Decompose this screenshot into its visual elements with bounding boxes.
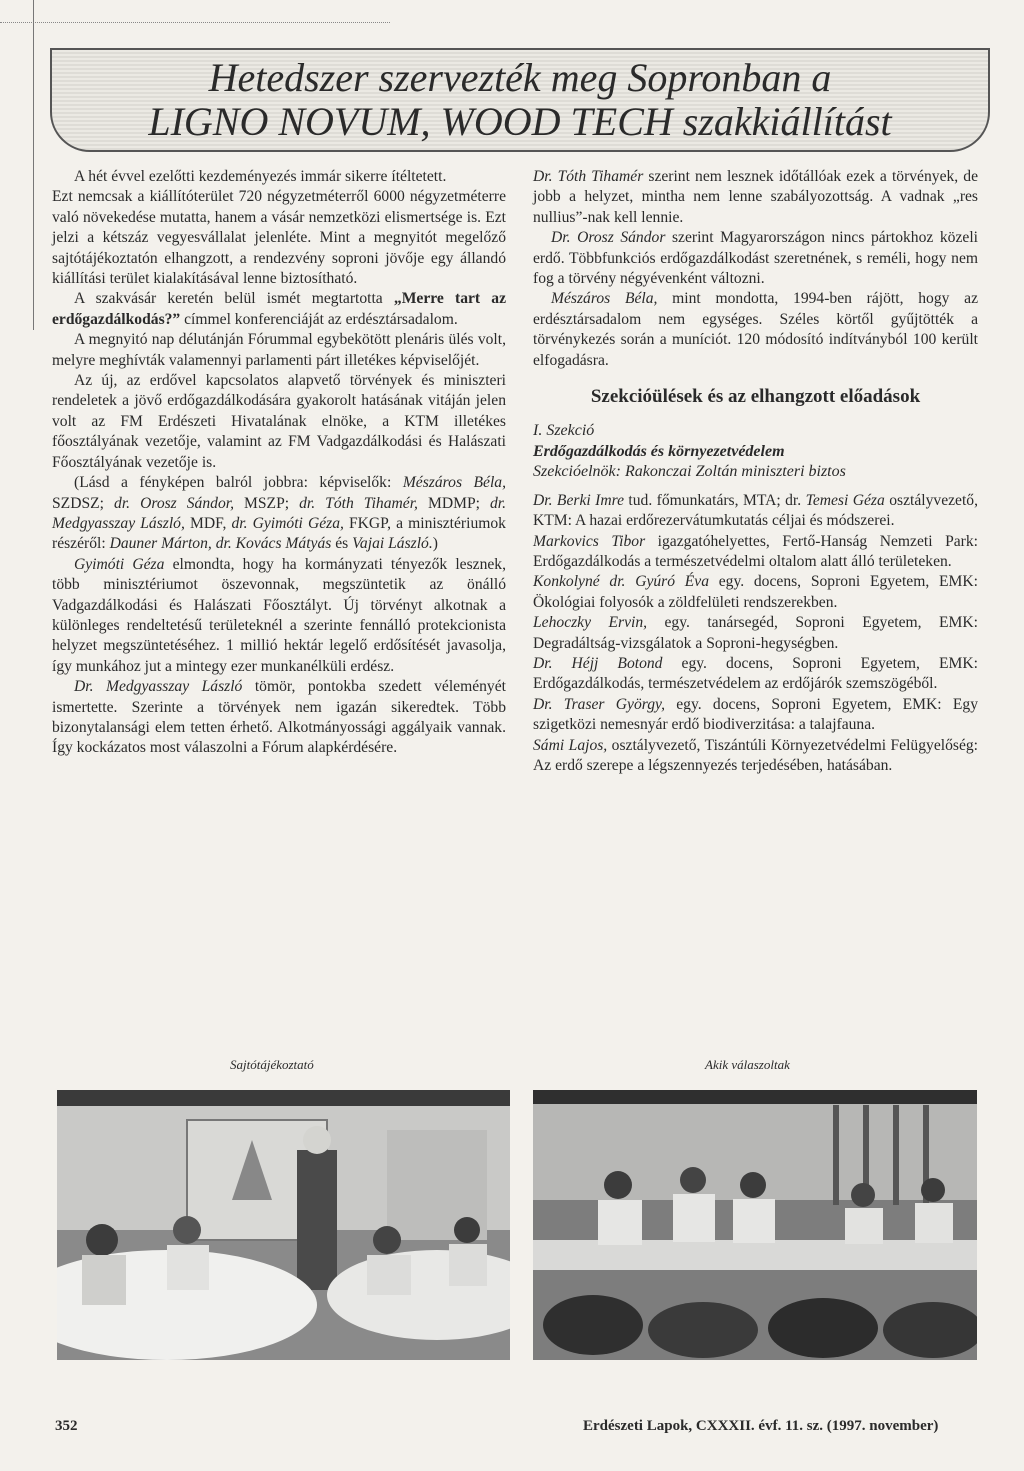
talk-entry: Dr. Héjj Botond egy. docens, Soproni Egyetem, EMK: Erdőgazdálkodás, természetvédelem az erdőjárók szemszögéből. bbox=[533, 654, 978, 693]
article-title-line-1: Hetedszer szervezték meg Sopronban a bbox=[208, 55, 832, 100]
paragraph: A megnyitó nap délutánján Fórummal egybekötött plenáris ülés volt, melyre meghívták valamennyi parlamenti párt illetékes képviselőjét. bbox=[52, 331, 506, 369]
panel-discussion-photo bbox=[533, 1090, 977, 1360]
section-name: Erdőgazdálkodás és környezetvédelem bbox=[533, 442, 785, 460]
article-title-box bbox=[50, 48, 990, 152]
right-text-column bbox=[533, 167, 978, 776]
section-heading: Szekcióülések és az elhangzott előadások bbox=[590, 386, 921, 408]
talk-entry: Dr. Berki Imre tud. főmunkatárs, MTA; dr. Temesi Géza osztályvezető, KTM: A hazai erdőrezervátumkutatás céljai és módszerei. bbox=[533, 491, 978, 530]
talk-entry: Lehoczky Ervin, egy. tanársegéd, Soproni Egyetem, EMK: Degradáltság-vizsgálatok a Soproni-hegységben. bbox=[533, 614, 978, 652]
paragraph: Gyimóti Géza elmondta, hogy ha kormányzati tényezők lesznek, több minisztériumot öszevonnak, megszüntetik az önálló Vadgazdálkodási és Halászati Főosztályt. Új törvényt alkotnak a különleges rendeltetésű területeknél a szerinte fennálló protekcionista helyzet megszüntetéséhez. 1 millió hektár legelő erdősítését javasolja, így munkához jut a mintegy ezer munkanélküli erdész. bbox=[52, 555, 506, 675]
paragraph: A szakvásár keretén belül ismét megtartotta „Merre tart az erdőgazdálkodás?” címmel konferenciáját az erdésztársadalom. bbox=[52, 290, 506, 328]
paragraph: Dr. Tóth Tihamér szerint nem lesznek időtállóak ezek a törvények, de jobb a helyzet, mintha nem lenne szabályozottság. A vadnak „res nullius”-nak kell lennie. bbox=[533, 168, 979, 226]
talk-entry: Markovics Tibor igazgatóhelyettes, Fertő-Hanság Nemzeti Park: Erdőgazdálkodás a természetvédelmi oltalom alatt álló területeken. bbox=[533, 532, 978, 570]
paragraph: Dr. Medgyasszay László tömör, pontokba szedett véleményét ismertette. Szerinte a törvények nem igazán sikeredtek. Több bizonytalansági elem tetten érhető. Alkotmányossági aggályaik vannak. Így kockázatos most válaszolni a Fórum alapkérdésére. bbox=[52, 678, 506, 757]
paragraph: (Lásd a fényképen balról jobbra: képviselők: Mészáros Béla, SZDSZ; dr. Orosz Sándor, MSZP; dr. Tóth Tihamér, MDMP; dr. Medgyasszay László, MDF, dr. Gyimóti Géza, FKGP, a minisztériumok részéről: Dauner Márton, dr. Kovács Mátyás és Vajai László.) bbox=[52, 474, 507, 553]
paragraph: Dr. Orosz Sándor szerint Magyarországon nincs pártokhoz közeli erdő. Többfunkciós erdőgazdálkodást szeretnének, s reméli, hogy nem fog a törvény négyévenként változni. bbox=[533, 229, 978, 288]
paragraph: Ezt nemcsak a kiállítóterület 720 négyzetméterről 6000 négyzetméterre való növekedése mutatta, hanem a vásár nemzetközi elismertsége is. Ezt jelzi a kétszáz vegyesvállalat jelenléte. Mint a megnyitót megelőző sajtótájékoztatón elhangzott, a rendezvény soproni jövője egy állandó kiállítási terület kialakításával lenne biztosítható. bbox=[52, 188, 506, 288]
photo-caption-right: Akik válaszoltak bbox=[705, 1057, 790, 1072]
section-chair: Szekcióelnök: Rakonczai Zoltán miniszteri biztos bbox=[533, 463, 846, 481]
article-title-line-2: LIGNO NOVUM, WOOD TECH szakkiállítást bbox=[148, 99, 892, 144]
talk-entry: Sámi Lajos, osztályvezető, Tiszántúli Környezetvédelmi Felügyelőség: Az erdő szerepe a légszennyezés terjedésében, hatásában. bbox=[533, 736, 978, 774]
talk-entry: Konkolyné dr. Gyúró Éva egy. docens, Soproni Egyetem, EMK: Ökológiai folyosók a zöldfelületi rendszerekben. bbox=[533, 573, 978, 611]
photo-caption-left: Sajtótájékoztató bbox=[230, 1057, 314, 1072]
paragraph: Mészáros Béla, mint mondotta, 1994-ben rájött, hogy az erdésztársadalom nem egységes. Széles körtől gyűjtötték a törvénykezés során a muníciót. 120 módosító indítványból 100 került elfogadásra. bbox=[533, 290, 978, 369]
left-margin-rule bbox=[33, 0, 34, 330]
press-conference-photo bbox=[57, 1090, 510, 1360]
top-dotted-rule bbox=[0, 22, 390, 23]
left-text-column bbox=[52, 167, 506, 759]
paragraph: Az új, az erdővel kapcsolatos alapvető törvények és miniszteri rendeletek a jövő erdőgazdálkodására gyakorolt hatásának vitáján jelen volt az FM Erdészeti Hivatalának elnöke, a KTM illetékes főosztályának vezetője, valamint az FM Vadgazdálkodási és Halászati Főosztályának vezetője is. bbox=[52, 372, 506, 471]
page-number: 352 bbox=[55, 1418, 78, 1434]
paragraph: A hét évvel ezelőtti kezdeményezés immár sikerre ítéltetett. bbox=[74, 168, 447, 185]
talk-entry: Dr. Traser György, egy. docens, Soproni Egyetem, EMK: Egy szigetközi nemesnyár erdő biodiverzitása: a talajfauna. bbox=[533, 695, 978, 734]
journal-citation: Erdészeti Lapok, CXXXII. évf. 11. sz. (1997. november) bbox=[583, 1418, 939, 1434]
section-label: I. Szekció bbox=[533, 422, 595, 440]
